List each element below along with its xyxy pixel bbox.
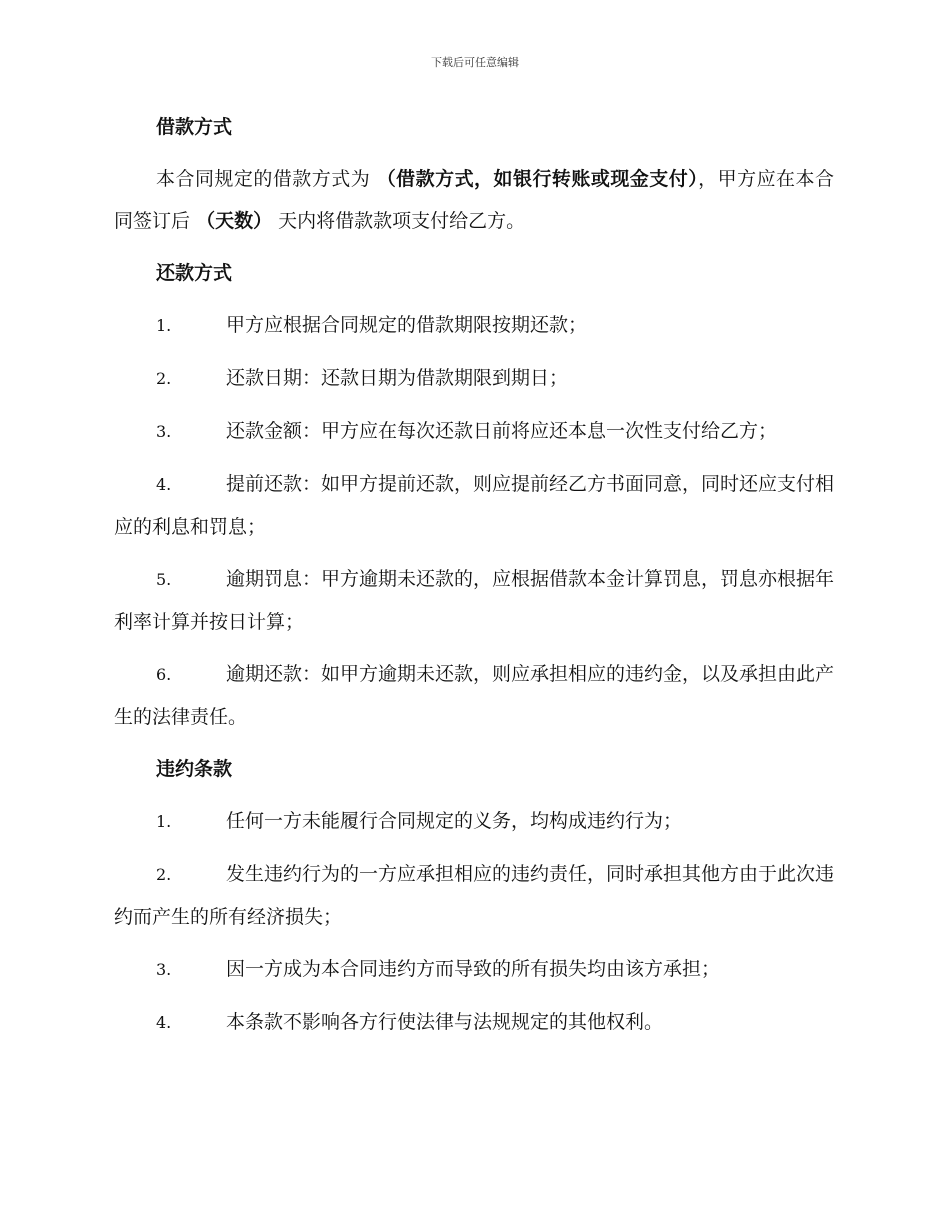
list-item-text: 甲方应根据合同规定的借款期限按期还款； <box>226 314 588 336</box>
list-item <box>114 558 834 643</box>
days-placeholder: （天数） <box>196 210 273 232</box>
list-item-text: 提前还款：如甲方提前还款，则应提前经乙方书面同意，同时还应支付相应的利息和罚息； <box>114 473 835 538</box>
list-item-number: 5. <box>156 570 172 589</box>
list-item-number: 2. <box>156 865 172 884</box>
list-item-text: 本条款不影响各方行使法律与法规规定的其他权利。 <box>226 1011 664 1033</box>
list-item-text: 还款金额：甲方应在每次还款日前将应还本息一次性支付给乙方； <box>226 420 778 442</box>
list-item <box>114 357 834 400</box>
page-header: 下载后可任意编辑 <box>431 56 519 69</box>
loan-method-paragraph <box>114 158 834 242</box>
section-title-loan-method: 借款方式 <box>156 116 233 138</box>
list-item-number: 1. <box>156 316 172 335</box>
loan-method-placeholder: （借款方式，如银行转账或现金支付） <box>376 168 699 190</box>
list-item-text: 逾期还款：如甲方逾期未还款，则应承担相应的违约金，以及承担由此产生的法律责任。 <box>114 663 835 728</box>
list-item-number: 4. <box>156 1013 172 1032</box>
list-item <box>114 800 834 843</box>
list-item-number: 4. <box>156 475 172 494</box>
list-item <box>114 304 834 347</box>
section-title-repayment: 还款方式 <box>156 262 233 284</box>
list-item <box>114 853 834 938</box>
list-item-text: 因一方成为本合同违约方而导致的所有损失均由该方承担； <box>226 958 721 980</box>
list-item-text: 任何一方未能履行合同规定的义务，均构成违约行为； <box>226 810 683 832</box>
loan-method-text-1: 本合同规定的借款方式为 <box>156 168 371 190</box>
list-item <box>114 1001 834 1044</box>
list-item-number: 3. <box>156 422 172 441</box>
loan-method-text-3: 天内将借款款项支付给乙方。 <box>278 210 526 232</box>
document-body <box>114 106 834 1054</box>
list-item <box>114 410 834 453</box>
list-item-text: 还款日期：还款日期为借款期限到期日； <box>226 367 569 389</box>
list-item <box>114 653 834 738</box>
list-item <box>114 948 834 991</box>
list-item-text: 逾期罚息：甲方逾期未还款的，应根据借款本金计算罚息，罚息亦根据年利率计算并按日计算； <box>114 568 835 633</box>
loan-method-text-2: ，甲方应在本合同签订后 <box>114 168 834 232</box>
list-item-number: 1. <box>156 812 172 831</box>
list-item-number: 2. <box>156 369 172 388</box>
list-item <box>114 463 834 548</box>
list-item-text: 发生违约行为的一方应承担相应的违约责任，同时承担其他方由于此次违约而产生的所有经济损失； <box>114 863 835 928</box>
section-title-breach: 违约条款 <box>156 758 233 780</box>
list-item-number: 3. <box>156 960 172 979</box>
list-item-number: 6. <box>156 665 172 684</box>
